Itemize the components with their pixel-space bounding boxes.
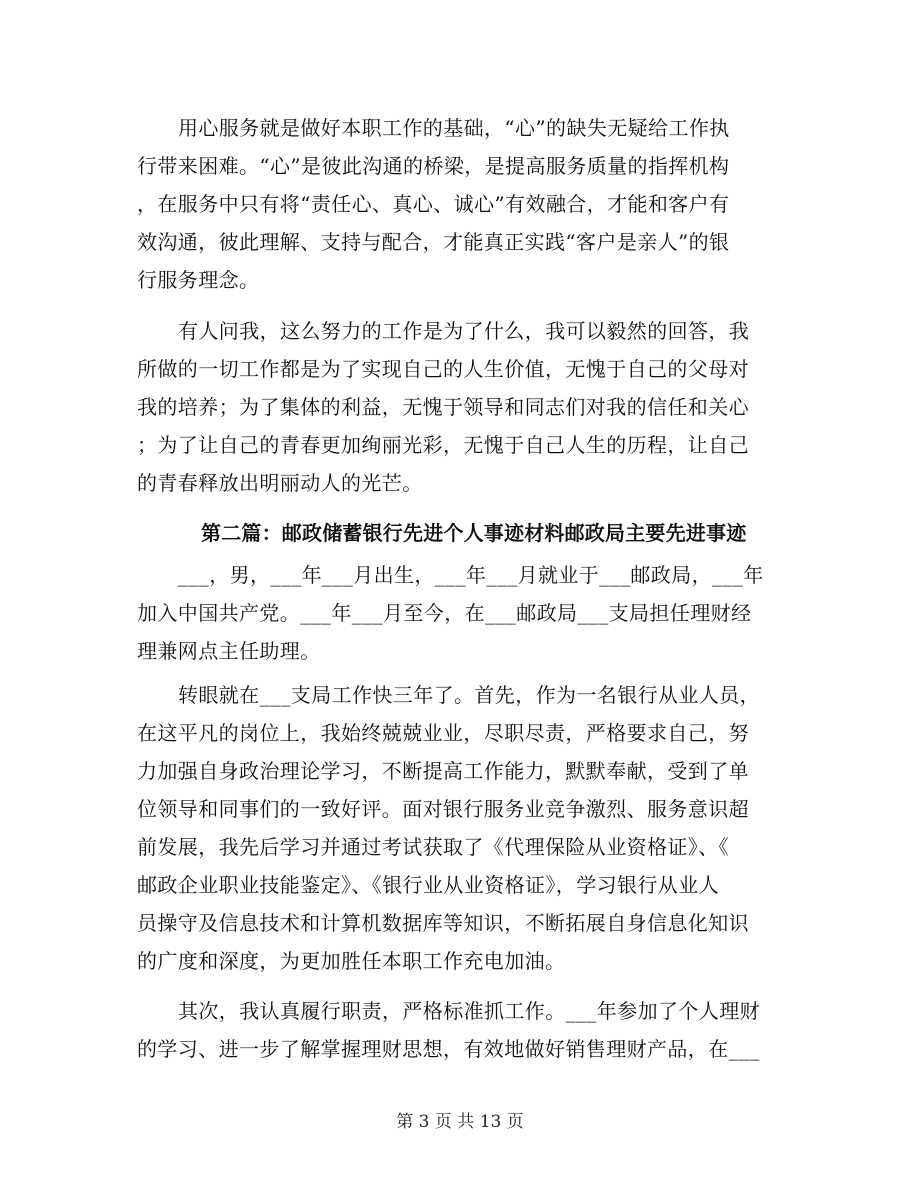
paragraph-line: 前发展，我先后学习并通过考试获取了《代理保险从业资格证》、《 [137, 835, 729, 859]
paragraph-line: 转眼就在___支局工作快三年了。首先，作为一名银行从业人员， [178, 683, 760, 707]
paragraph-line: 邮政企业职业技能鉴定》、《银行业从业资格证》，学习银行从业人 [137, 873, 719, 897]
paragraph-line: 效沟通，彼此理解、支持与配合，才能真正实践“客户是亲人”的银 [137, 230, 730, 254]
paragraph-line: 我的培养；为了集体的利益，无愧于领导和同志们对我的信任和关心 [137, 395, 749, 419]
paragraph-line: 的广度和深度，为更加胜任本职工作充电加油。 [137, 949, 566, 973]
section-heading: 第二篇：邮政储蓄银行先进个人事迹材料邮政局主要先进事迹 [201, 521, 747, 545]
paragraph-line: 员操守及信息技术和计算机数据库等知识，不断拓展自身信息化知识 [137, 911, 749, 935]
paragraph-line: 用心服务就是做好本职工作的基础，“心”的缺失无疑给工作执 [178, 116, 730, 140]
paragraph-line: 位领导和同事们的一致好评。面对银行服务业竞争激烈、服务意识超 [137, 797, 749, 821]
paragraph-line: 的青春释放出明丽动人的光芒。 [137, 471, 423, 495]
page-number: 第 3 页 共 13 页 [396, 1112, 524, 1132]
paragraph-line: 有人问我，这么努力的工作是为了什么，我可以毅然的回答，我 [178, 319, 750, 343]
paragraph-line: ，在服务中只有将“责任心、真心、诚心”有效融合，才能和客户有 [137, 192, 730, 216]
paragraph-line: 的学习、进一步了解掌握理财思想，有效地做好销售理财产品，在___ [137, 1037, 760, 1061]
paragraph-line: ；为了让自己的青春更加绚丽光彩，无愧于自己人生的历程，让自己 [137, 433, 749, 457]
paragraph-line: 在这平凡的岗位上，我始终兢兢业业，尽职尽责，严格要求自己，努 [137, 721, 749, 745]
paragraph-line: 加入中国共产党。___年___月至今，在___邮政局___支局担任理财经 [137, 601, 752, 625]
paragraph-line: 力加强自身政治理论学习，不断提高工作能力，默默奉献，受到了单 [137, 759, 749, 783]
paragraph-line: 所做的一切工作都是为了实现自己的人生价值，无愧于自己的父母对 [137, 357, 749, 381]
paragraph-line: 其次，我认真履行职责，严格标准抓工作。___年参加了个人理财 [178, 999, 760, 1023]
paragraph-line: 理兼网点主任助理。 [137, 639, 321, 663]
paragraph-line: 行服务理念。 [137, 268, 260, 292]
paragraph-line: 行带来困难。“心”是彼此沟通的桥梁，是提高服务质量的指挥机构 [137, 154, 730, 178]
paragraph-line: ___，男，___年___月出生，___年___月就业于___邮政局，___年 [178, 563, 764, 587]
